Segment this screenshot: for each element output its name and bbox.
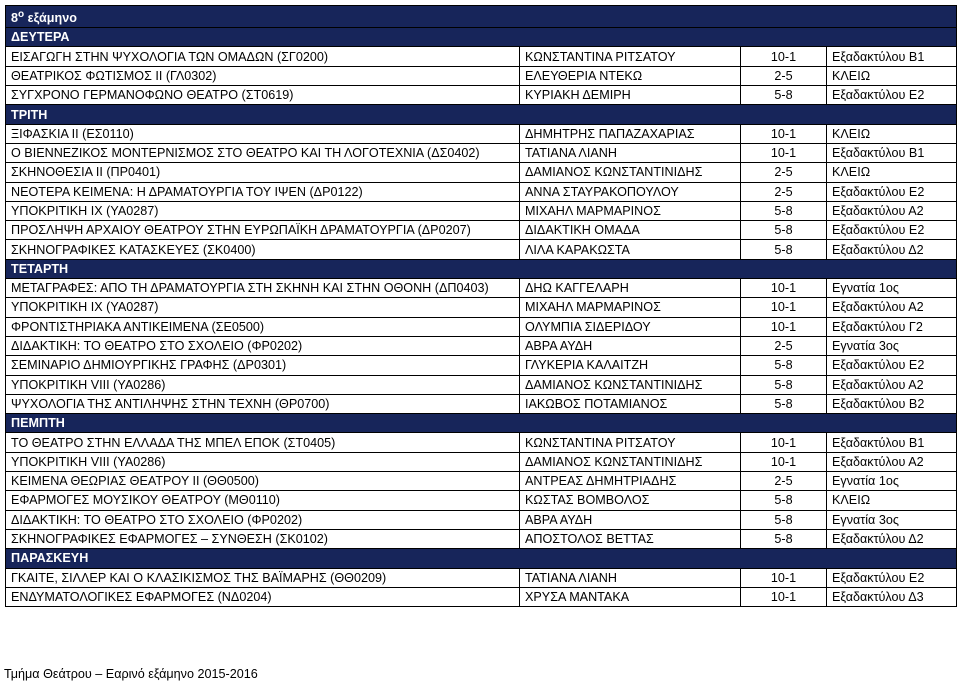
cell-time: 2-5 <box>741 66 827 85</box>
cell-instructor: ΤΑΤΙΑΝΑ ΛΙΑΝΗ <box>520 568 741 587</box>
table-row <box>6 587 957 606</box>
cell-room: Εξαδακτύλου Δ2 <box>827 240 957 259</box>
cell-course: ΕΙΣΑΓΩΓΗ ΣΤΗΝ ΨΥΧΟΛΟΓΙΑ ΤΩΝ ΟΜΑΔΩΝ (ΣΓ0200) <box>6 47 520 66</box>
table-row <box>6 163 957 182</box>
cell-course: ΔΙΔΑΚΤΙΚΗ: ΤΟ ΘΕΑΤΡΟ ΣΤΟ ΣΧΟΛΕΙΟ (ΦΡ0202) <box>6 510 520 529</box>
cell-time: 5-8 <box>741 201 827 220</box>
table-row <box>6 375 957 394</box>
cell-room: Εξαδακτύλου Ε2 <box>827 568 957 587</box>
table-row <box>6 472 957 491</box>
cell-room: Εξαδακτύλου Ε2 <box>827 221 957 240</box>
cell-course: ΣΚΗΝΟΓΡΑΦΙΚΕΣ ΕΦΑΡΜΟΓΕΣ – ΣΥΝΘΕΣΗ (ΣΚ0102) <box>6 529 520 548</box>
cell-instructor: ΑΝΤΡΕΑΣ ΔΗΜΗΤΡΙΑΔΗΣ <box>520 472 741 491</box>
cell-instructor: ΔΑΜΙΑΝΟΣ ΚΩΝΣΤΑΝΤΙΝΙΔΗΣ <box>520 163 741 182</box>
table-row <box>6 433 957 452</box>
cell-time: 5-8 <box>741 221 827 240</box>
cell-course: ΘΕΑΤΡΙΚΟΣ ΦΩΤΙΣΜΟΣ ΙΙ (ΓΛ0302) <box>6 66 520 85</box>
cell-time: 2-5 <box>741 336 827 355</box>
cell-room: ΚΛΕΙΩ <box>827 491 957 510</box>
day-header-row <box>6 28 957 47</box>
cell-course: ΣΚΗΝΟΘΕΣΙΑ ΙΙ (ΠΡ0401) <box>6 163 520 182</box>
cell-course: ΤΟ ΘΕΑΤΡΟ ΣΤΗΝ ΕΛΛΑΔΑ ΤΗΣ ΜΠΕΛ ΕΠΟΚ (ΣΤ0405) <box>6 433 520 452</box>
table-row <box>6 124 957 143</box>
title-prefix: 8 <box>11 11 19 26</box>
cell-room: Εξαδακτύλου Α2 <box>827 201 957 220</box>
table-row <box>6 86 957 105</box>
cell-room: Εξαδακτύλου Α2 <box>827 298 957 317</box>
table-row <box>6 394 957 413</box>
schedule-table <box>5 5 957 607</box>
cell-course: ΣΥΓΧΡΟΝΟ ΓΕΡΜΑΝΟΦΩΝΟ ΘΕΑΤΡΟ (ΣΤ0619) <box>6 86 520 105</box>
cell-instructor: ΓΛΥΚΕΡΙΑ ΚΑΛΑΙΤΖΗ <box>520 356 741 375</box>
day-name: ΤΕΤΑΡΤΗ <box>6 259 957 278</box>
cell-instructor: ΔΙΔΑΚΤΙΚΗ ΟΜΑΔΑ <box>520 221 741 240</box>
table-row <box>6 279 957 298</box>
table-row <box>6 452 957 471</box>
cell-time: 5-8 <box>741 86 827 105</box>
table-row <box>6 356 957 375</box>
day-name: ΔΕΥΤΕΡΑ <box>6 28 957 47</box>
cell-instructor: ΧΡΥΣΑ ΜΑΝΤΑΚΑ <box>520 587 741 606</box>
cell-time: 5-8 <box>741 394 827 413</box>
cell-room: Εξαδακτύλου Ε2 <box>827 86 957 105</box>
cell-instructor: ΔΗΩ ΚΑΓΓΕΛΑΡΗ <box>520 279 741 298</box>
day-name: ΠΕΜΠΤΗ <box>6 414 957 433</box>
footer-text: Τμήμα Θεάτρου – Εαρινό εξάμηνο 2015-2016 <box>4 667 258 681</box>
cell-time: 10-1 <box>741 452 827 471</box>
cell-room: ΚΛΕΙΩ <box>827 124 957 143</box>
cell-instructor: ΛΙΛΑ ΚΑΡΑΚΩΣΤΑ <box>520 240 741 259</box>
title-row <box>6 6 957 28</box>
cell-room: Εξαδακτύλου Ε2 <box>827 356 957 375</box>
table-row <box>6 317 957 336</box>
table-row <box>6 47 957 66</box>
cell-course: ΚΕΙΜΕΝΑ ΘΕΩΡΙΑΣ ΘΕΑΤΡΟΥ ΙΙ (ΘΘ0500) <box>6 472 520 491</box>
table-row <box>6 182 957 201</box>
cell-course: ΥΠΟΚΡΙΤΙΚΗ VIII (ΥΑ0286) <box>6 452 520 471</box>
cell-instructor: ΑΠΟΣΤΟΛΟΣ ΒΕΤΤΑΣ <box>520 529 741 548</box>
cell-room: ΚΛΕΙΩ <box>827 66 957 85</box>
cell-course: ΜΕΤΑΓΡΑΦΕΣ: ΑΠΟ ΤΗ ΔΡΑΜΑΤΟΥΡΓΙΑ ΣΤΗ ΣΚΗΝΗ ΚΑΙ ΣΤΗΝ ΟΘΟΝΗ (ΔΠ0403) <box>6 279 520 298</box>
cell-time: 5-8 <box>741 356 827 375</box>
cell-room: Εξαδακτύλου Β2 <box>827 394 957 413</box>
table-row <box>6 336 957 355</box>
cell-time: 10-1 <box>741 47 827 66</box>
cell-course: ΞΙΦΑΣΚΙΑ ΙΙ (ΕΣ0110) <box>6 124 520 143</box>
cell-course: ΣΕΜΙΝΑΡΙΟ ΔΗΜΙΟΥΡΓΙΚΗΣ ΓΡΑΦΗΣ (ΔΡ0301) <box>6 356 520 375</box>
cell-time: 10-1 <box>741 433 827 452</box>
cell-time: 5-8 <box>741 491 827 510</box>
cell-course: Ο ΒΙΕΝΝΕΖΙΚΟΣ ΜΟΝΤΕΡΝΙΣΜΟΣ ΣΤΟ ΘΕΑΤΡΟ ΚΑΙ ΤΗ ΛΟΓΟΤΕΧΝΙΑ (ΔΣ0402) <box>6 143 520 162</box>
cell-instructor: ΔΑΜΙΑΝΟΣ ΚΩΝΣΤΑΝΤΙΝΙΔΗΣ <box>520 375 741 394</box>
day-header-row <box>6 105 957 124</box>
cell-room: ΚΛΕΙΩ <box>827 163 957 182</box>
cell-time: 2-5 <box>741 163 827 182</box>
cell-instructor: ΑΒΡΑ ΑΥΔΗ <box>520 336 741 355</box>
table-row <box>6 491 957 510</box>
table-row <box>6 510 957 529</box>
cell-room: Εγνατία 3ος <box>827 336 957 355</box>
cell-instructor: ΤΑΤΙΑΝΑ ΛΙΑΝΗ <box>520 143 741 162</box>
cell-room: Εξαδακτύλου Α2 <box>827 452 957 471</box>
table-row <box>6 240 957 259</box>
cell-time: 5-8 <box>741 240 827 259</box>
cell-time: 10-1 <box>741 568 827 587</box>
cell-room: Εξαδακτύλου Α2 <box>827 375 957 394</box>
cell-course: ΓΚΑΙΤΕ, ΣΙΛΛΕΡ ΚΑΙ Ο ΚΛΑΣΙΚΙΣΜΟΣ ΤΗΣ ΒΑΪΜΑΡΗΣ (ΘΘ0209) <box>6 568 520 587</box>
cell-instructor: ΚΩΝΣΤΑΝΤΙΝΑ ΡΙΤΣΑΤΟΥ <box>520 47 741 66</box>
day-header-row <box>6 259 957 278</box>
cell-instructor: ΚΥΡΙΑΚΗ ΔΕΜΙΡΗ <box>520 86 741 105</box>
cell-room: Εγνατία 1ος <box>827 279 957 298</box>
day-header-row <box>6 549 957 568</box>
table-row <box>6 568 957 587</box>
cell-course: ΕΝΔΥΜΑΤΟΛΟΓΙΚΕΣ ΕΦΑΡΜΟΓΕΣ (ΝΔ0204) <box>6 587 520 606</box>
cell-time: 5-8 <box>741 510 827 529</box>
cell-time: 5-8 <box>741 529 827 548</box>
cell-time: 2-5 <box>741 472 827 491</box>
cell-instructor: ΟΛΥΜΠΙΑ ΣΙΔΕΡΙΔΟΥ <box>520 317 741 336</box>
cell-instructor: ΜΙΧΑΗΛ ΜΑΡΜΑΡΙΝΟΣ <box>520 298 741 317</box>
cell-instructor: ΕΛΕΥΘΕΡΙΑ ΝΤΕΚΩ <box>520 66 741 85</box>
cell-instructor: ΜΙΧΑΗΛ ΜΑΡΜΑΡΙΝΟΣ <box>520 201 741 220</box>
cell-course: ΦΡΟΝΤΙΣΤΗΡΙΑΚΑ ΑΝΤΙΚΕΙΜΕΝΑ (ΣΕ0500) <box>6 317 520 336</box>
cell-time: 10-1 <box>741 298 827 317</box>
cell-room: Εξαδακτύλου Γ2 <box>827 317 957 336</box>
table-row <box>6 529 957 548</box>
cell-time: 10-1 <box>741 587 827 606</box>
cell-time: 2-5 <box>741 182 827 201</box>
cell-instructor: ΙΑΚΩΒΟΣ ΠΟΤΑΜΙΑΝΟΣ <box>520 394 741 413</box>
table-row <box>6 66 957 85</box>
cell-instructor: ΔΑΜΙΑΝΟΣ ΚΩΝΣΤΑΝΤΙΝΙΔΗΣ <box>520 452 741 471</box>
cell-course: ΥΠΟΚΡΙΤΙΚΗ ΙΧ (ΥΑ0287) <box>6 201 520 220</box>
table-row <box>6 201 957 220</box>
title-sup: ο <box>18 9 25 20</box>
cell-time: 10-1 <box>741 279 827 298</box>
cell-time: 5-8 <box>741 375 827 394</box>
cell-course: ΥΠΟΚΡΙΤΙΚΗ ΙΧ (ΥΑ0287) <box>6 298 520 317</box>
cell-course: ΥΠΟΚΡΙΤΙΚΗ VIII (ΥΑ0286) <box>6 375 520 394</box>
semester-title <box>6 6 957 28</box>
cell-room: Εξαδακτύλου Δ3 <box>827 587 957 606</box>
cell-room: Εξαδακτύλου Β1 <box>827 47 957 66</box>
cell-time: 10-1 <box>741 143 827 162</box>
cell-instructor: ΚΩΣΤΑΣ ΒΟΜΒΟΛΟΣ <box>520 491 741 510</box>
cell-instructor: ΑΒΡΑ ΑΥΔΗ <box>520 510 741 529</box>
cell-room: Εγνατία 3ος <box>827 510 957 529</box>
day-header-row <box>6 414 957 433</box>
cell-instructor: ΑΝΝΑ ΣΤΑΥΡΑΚΟΠΟΥΛΟΥ <box>520 182 741 201</box>
cell-course: ΔΙΔΑΚΤΙΚΗ: ΤΟ ΘΕΑΤΡΟ ΣΤΟ ΣΧΟΛΕΙΟ (ΦΡ0202) <box>6 336 520 355</box>
table-row <box>6 221 957 240</box>
cell-instructor: ΔΗΜΗΤΡΗΣ ΠΑΠΑΖΑΧΑΡΙΑΣ <box>520 124 741 143</box>
table-row <box>6 143 957 162</box>
cell-time: 10-1 <box>741 317 827 336</box>
cell-room: Εξαδακτύλου Δ2 <box>827 529 957 548</box>
cell-course: ΣΚΗΝΟΓΡΑΦΙΚΕΣ ΚΑΤΑΣΚΕΥΕΣ (ΣΚ0400) <box>6 240 520 259</box>
cell-course: ΨΥΧΟΛΟΓΙΑ ΤΗΣ ΑΝΤΙΛΗΨΗΣ ΣΤΗΝ ΤΕΧΝΗ (ΘΡ0700) <box>6 394 520 413</box>
table-row <box>6 298 957 317</box>
day-name: ΠΑΡΑΣΚΕΥΗ <box>6 549 957 568</box>
schedule-body <box>6 6 957 607</box>
title-suffix: εξάμηνο <box>24 11 77 26</box>
cell-course: ΕΦΑΡΜΟΓΕΣ ΜΟΥΣΙΚΟΥ ΘΕΑΤΡΟΥ (ΜΘ0110) <box>6 491 520 510</box>
day-name: ΤΡΙΤΗ <box>6 105 957 124</box>
cell-room: Εξαδακτύλου Β1 <box>827 143 957 162</box>
cell-course: ΠΡΟΣΛΗΨΗ ΑΡΧΑΙΟΥ ΘΕΑΤΡΟΥ ΣΤΗΝ ΕΥΡΩΠΑΪΚΗ ΔΡΑΜΑΤΟΥΡΓΙΑ (ΔΡ0207) <box>6 221 520 240</box>
cell-instructor: ΚΩΝΣΤΑΝΤΙΝΑ ΡΙΤΣΑΤΟΥ <box>520 433 741 452</box>
cell-time: 10-1 <box>741 124 827 143</box>
cell-room: Εξαδακτύλου Ε2 <box>827 182 957 201</box>
cell-room: Εξαδακτύλου Β1 <box>827 433 957 452</box>
cell-course: ΝΕΟΤΕΡΑ ΚΕΙΜΕΝΑ: Η ΔΡΑΜΑΤΟΥΡΓΙΑ ΤΟΥ ΙΨΕΝ (ΔΡ0122) <box>6 182 520 201</box>
cell-room: Εγνατία 1ος <box>827 472 957 491</box>
